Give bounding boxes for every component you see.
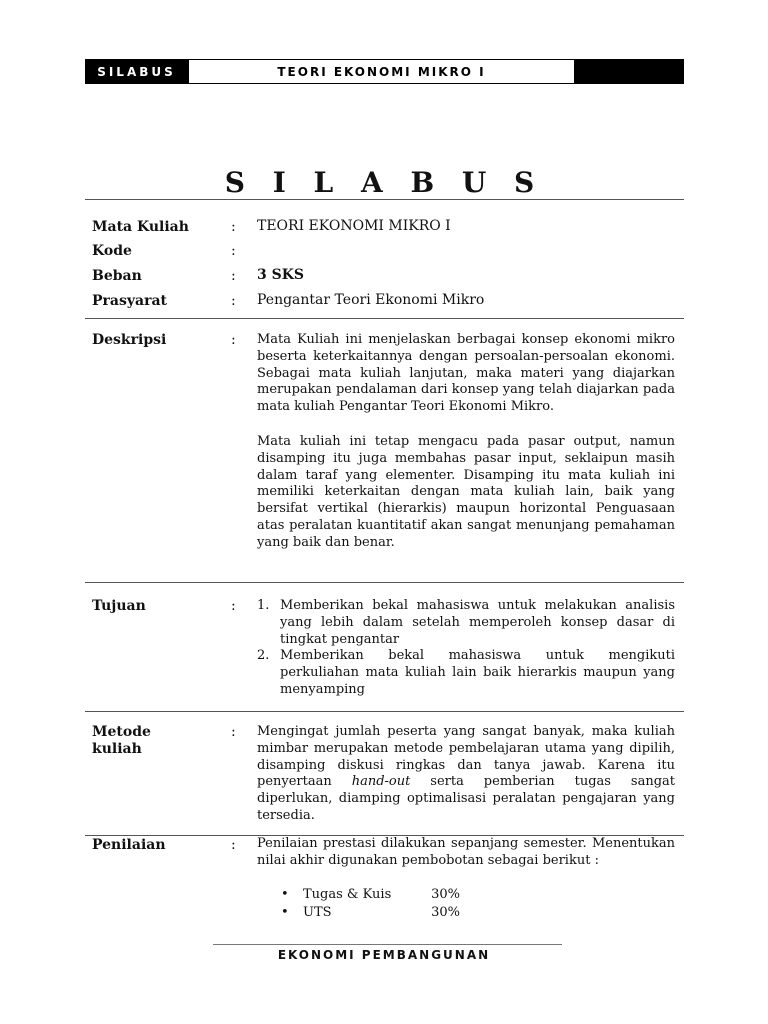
- tujuan-list: [257, 598, 675, 699]
- section-label-deskripsi: Deskripsi: [92, 332, 167, 348]
- field-value-prasyarat: Pengantar Teori Ekonomi Mikro: [257, 292, 485, 308]
- bullet-icon: •: [281, 887, 289, 902]
- section-label-penilaian: Penilaian: [92, 837, 166, 853]
- field-colon: :: [231, 243, 236, 259]
- field-label-prasyarat: Prasyarat: [92, 293, 167, 309]
- field-colon: :: [231, 598, 236, 614]
- divider: [85, 318, 684, 319]
- weight-value: 30%: [431, 887, 461, 902]
- metode-paragraph: [257, 724, 675, 825]
- metode-label-line-1: Metode: [92, 724, 151, 740]
- list-item-number: 2.: [257, 648, 270, 664]
- field-colon: :: [231, 293, 236, 309]
- deskripsi-paragraph-2: Mata kuliah ini tetap mengacu pada pasar output, namun disamping itu juga membahas pasar input, seklaipun masih dalam taraf yang elementer. Disamping itu mata kuliah ini memiliki keterkaitan dengan mata kuliah lain, baik yang bersifat vertikal (hierarkis) maupun horizontal Penguasaan atas peralatan kuantitatif akan sangat menunjang pemahaman yang baik dan benar.: [257, 434, 675, 550]
- list-item: [281, 904, 460, 922]
- header-course-title: TEORI EKONOMI MIKRO I: [189, 60, 574, 83]
- footer-divider: [213, 944, 562, 945]
- metode-text-end: serta pemberian tugas sangat diperlukan, diamping optimalisasi peralatan pengajaran yang tersedia.: [257, 774, 675, 823]
- field-label-beban: Beban: [92, 268, 142, 284]
- field-label-mata-kuliah: Mata Kuliah: [92, 219, 189, 235]
- weight-value: 30%: [431, 905, 461, 920]
- section-label-tujuan: Tujuan: [92, 598, 146, 614]
- metode-text-italic: hand-out: [351, 774, 411, 790]
- header-silabus-label: SILABUS: [97, 64, 176, 79]
- field-colon: :: [231, 268, 236, 284]
- field-colon: :: [231, 219, 236, 235]
- metode-label-line-2: kuliah: [92, 741, 142, 757]
- weight-component: Tugas & Kuis: [303, 887, 392, 902]
- metode-text-start: Mengingat jumlah peserta yang sangat banyak, maka kuliah mimbar merupakan metode pembelajaran utama yang dipilih, disamping diskusi ringkas dan tanya jawab. Karena itu penyertaan: [257, 724, 675, 790]
- field-colon: :: [231, 724, 236, 740]
- section-label-metode: [92, 724, 151, 758]
- field-value-mata-kuliah: TEORI EKONOMI MIKRO I: [257, 218, 451, 234]
- bullet-icon: •: [281, 905, 289, 920]
- header-bar: [85, 59, 684, 84]
- penilaian-weight-list: [281, 886, 460, 922]
- list-item-number: 1.: [257, 598, 270, 613]
- field-value-beban: 3 SKS: [257, 267, 305, 283]
- list-item: [257, 648, 675, 698]
- divider: [85, 582, 684, 583]
- field-colon: :: [231, 837, 236, 853]
- field-label-kode: Kode: [92, 243, 132, 259]
- deskripsi-paragraph-1: Mata Kuliah ini menjelaskan berbagai konsep ekonomi mikro beserta keterkaitannya dengan persoalan-persoalan ekonomi. Sebagai mata kuliah lanjutan, maka materi yang diajarkan merupakan pendalaman dari konsep yang telah diajarkan pada mata kuliah Pengantar Teori Ekonomi Mikro.: [257, 332, 675, 415]
- divider: [85, 711, 684, 712]
- list-item: [281, 886, 460, 904]
- divider: [85, 199, 684, 200]
- list-item: [257, 598, 675, 648]
- weight-component: UTS: [303, 905, 332, 920]
- document-title: S I L A B U S: [224, 166, 544, 199]
- penilaian-paragraph: Penilaian prestasi dilakukan sepanjang semester. Menentukan nilai akhir digunakan pembobotan sebagai berikut :: [257, 836, 675, 868]
- footer-label: EKONOMI PEMBANGUNAN: [277, 948, 491, 962]
- list-item-text: Memberikan bekal mahasiswa untuk mengikuti perkuliahan mata kuliah lain baik hierarkis maupun yang menyamping: [280, 648, 675, 697]
- list-item-text: Memberikan bekal mahasiswa untuk melakukan analisis yang lebih dalam setelah memperoleh konsep dasar di tingkat pengantar: [280, 598, 675, 647]
- field-colon: :: [231, 332, 236, 348]
